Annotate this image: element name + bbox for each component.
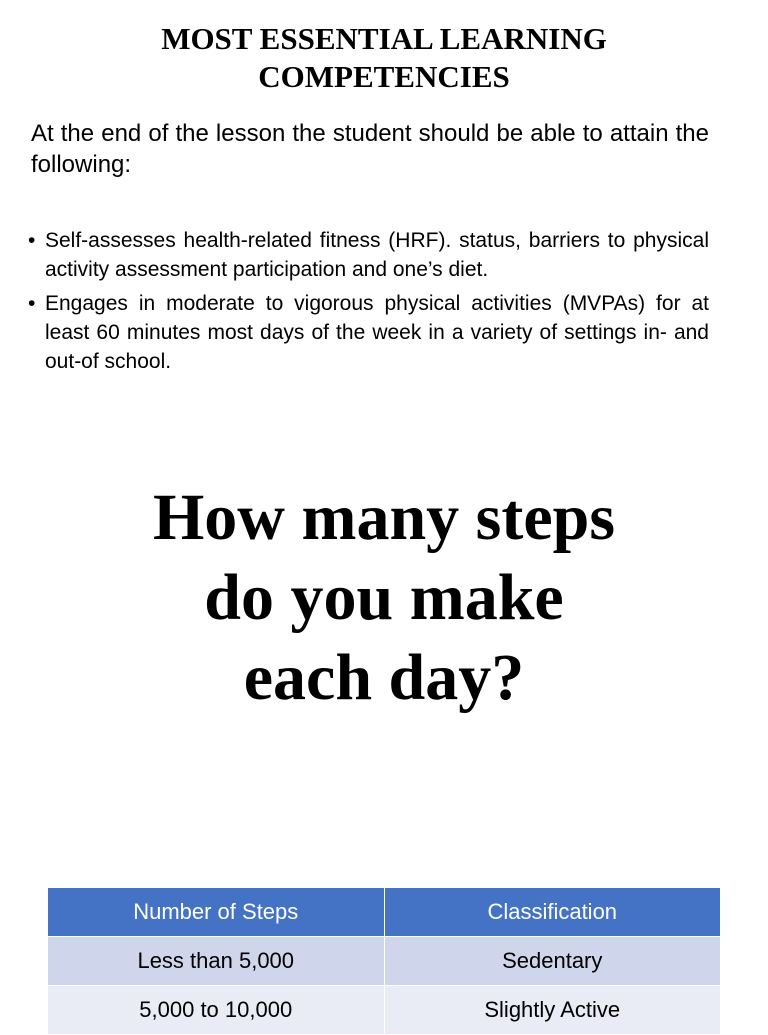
table-cell-classification: Sedentary	[384, 937, 721, 986]
question-line-3: each day?	[243, 641, 525, 714]
table-cell-steps: Less than 5,000	[48, 937, 385, 986]
bullet-icon: •	[28, 292, 36, 315]
list-item-text: Engages in moderate to vigorous physical activities (MVPAs) for at least 60 minutes most days of the week in a variety of settings in- and out-of school.	[45, 292, 709, 373]
question-heading	[0, 478, 768, 718]
page-title-line-2: COMPETENCIES	[258, 59, 510, 94]
column-header-steps: Number of Steps	[48, 888, 385, 937]
bullet-icon: •	[28, 229, 36, 252]
column-header-classification: Classification	[384, 888, 721, 937]
competency-list	[28, 226, 709, 381]
list-item-text: Self-assesses health-related fitness (HRF). status, barriers to physical activity assessment participation and one’s diet.	[45, 229, 709, 281]
page-title	[0, 20, 768, 96]
table-cell-steps: 5,000 to 10,000	[48, 986, 385, 1035]
list-item	[28, 289, 709, 376]
table-cell-classification: Slightly Active	[384, 986, 721, 1035]
question-line-1: How many steps	[152, 481, 616, 554]
table-row	[48, 986, 721, 1035]
list-item	[28, 226, 709, 284]
intro-paragraph: At the end of the lesson the student should be able to attain the following:	[31, 120, 709, 178]
table-header-row	[48, 888, 721, 937]
table-row	[48, 937, 721, 986]
question-line-2: do you make	[204, 561, 564, 634]
page-title-line-1: MOST ESSENTIAL LEARNING	[161, 21, 607, 56]
steps-classification-table	[47, 887, 721, 1035]
